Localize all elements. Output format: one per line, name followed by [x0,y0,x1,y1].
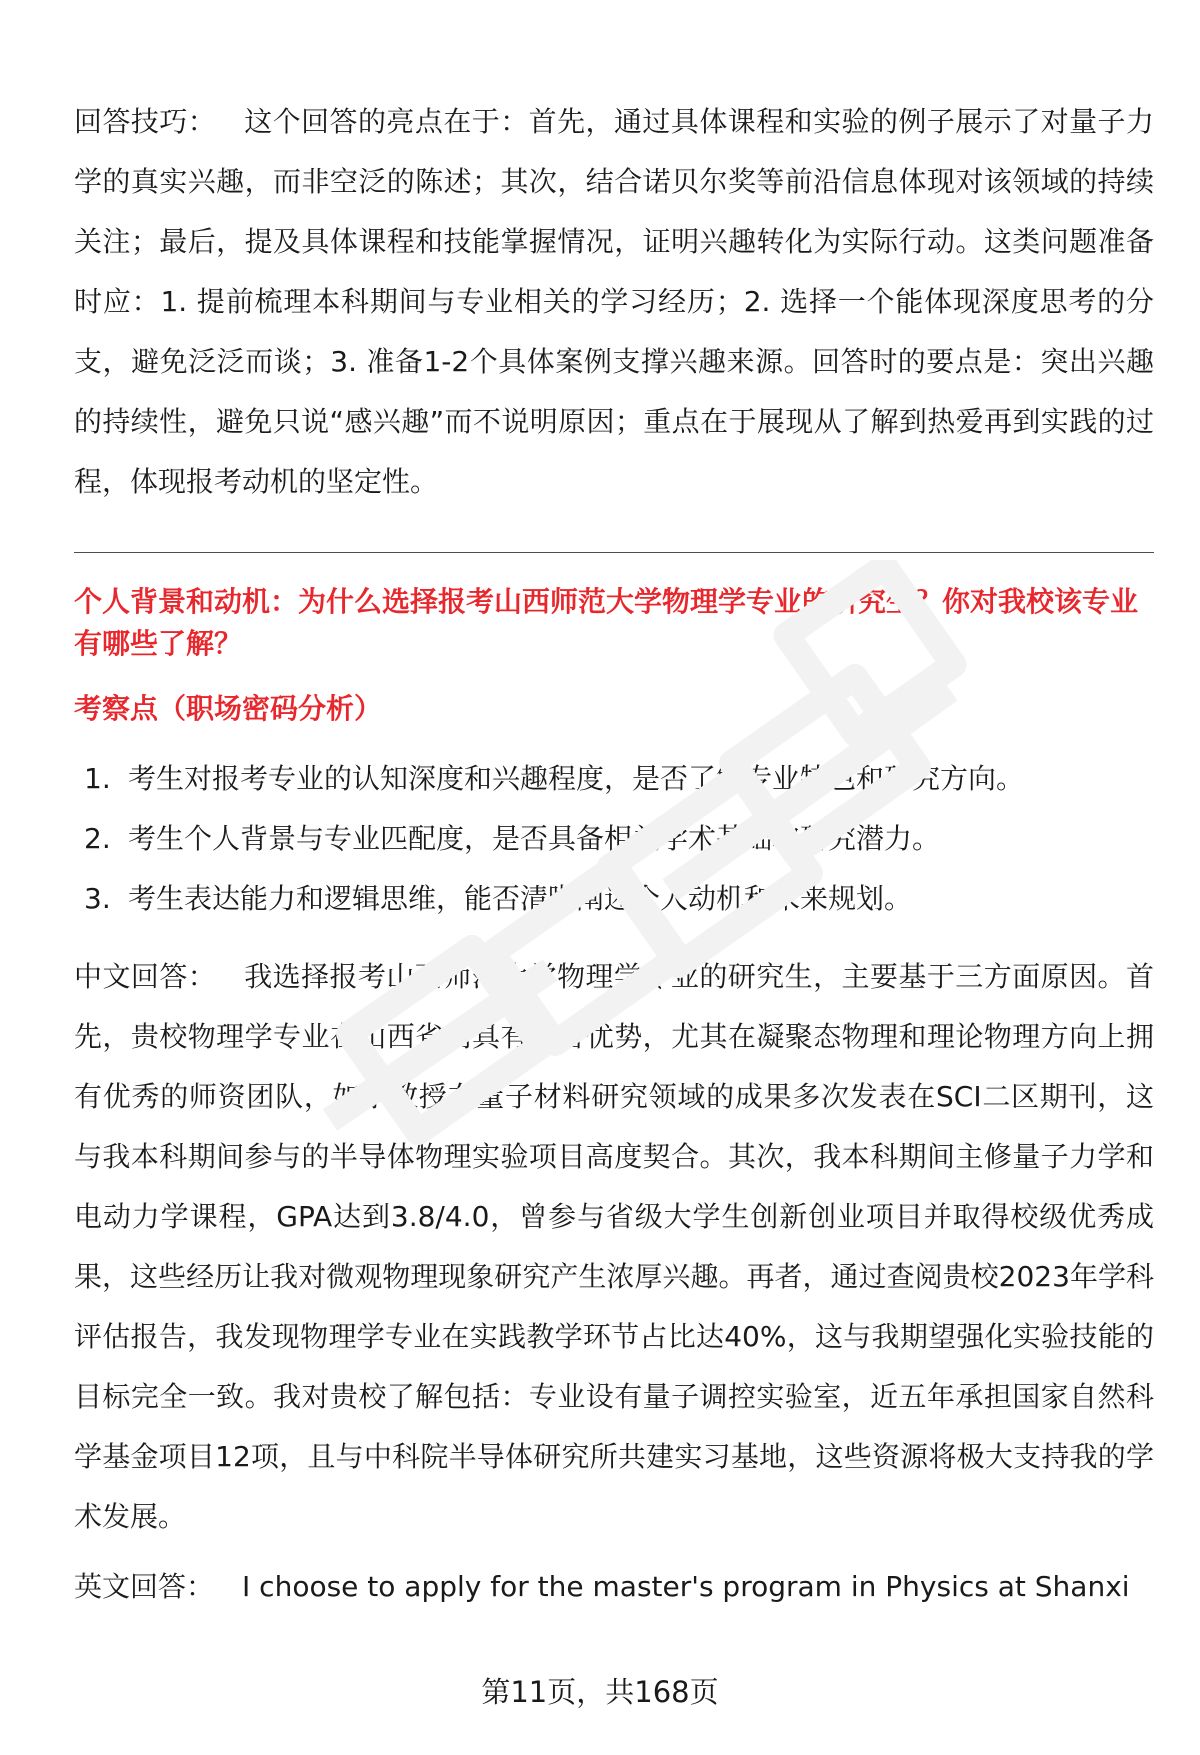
english-answer-paragraph [74,1557,1154,1617]
chinese-answer-paragraph [74,947,1154,1547]
list-item-text: 考生个人背景与专业匹配度，是否具备相关学术基础和研究潜力。 [128,822,941,855]
list-item-number: 1. [84,762,111,795]
chinese-answer-text: 我选择报考山西师范大学物理学专业的研究生，主要基于三方面原因。首先，贵校物理学专业在山西省内具有显著优势，尤其在凝聚态物理和理论物理方向上拥有优秀的师资团队，如李教授在量子材料研究领域的成果多次发表在SCI二区期刊，这与我本科期间参与的半导体物理实验项目高度契合。其次，我本科期间主修量子力学和电动力学课程，GPA达到3.8/4.0，曾参与省级大学生创新创业项目并取得校级优秀成果，这些经历让我对微观物理现象研究产生浓厚兴趣。再者，通过查阅贵校2023年学科评估报告，我发现物理学专业在实践教学环节占比达40%，这与我期望强化实验技能的目标完全一致。我对贵校了解包括：专业设有量子调控实验室，近五年承担国家自然科学基金项目12项，且与中科院半导体研究所共建实习基地，这些资源将极大支持我的学术发展。 [74,960,1154,1533]
chinese-answer-label: 中文回答： [74,960,217,993]
list-item-number: 3. [84,882,111,915]
list-item [84,749,1154,809]
list-item-text: 考生表达能力和逻辑思维，能否清晰阐述个人动机和未来规划。 [128,882,913,915]
assessment-list [74,749,1154,929]
english-answer-text: I choose to apply for the master's program in Physics at Shanxi [242,1570,1130,1603]
list-item-number: 2. [84,822,111,855]
english-answer-label: 英文回答： [74,1570,215,1603]
list-item [84,869,1154,929]
answer-tips-paragraph [74,92,1154,512]
question-heading: 个人背景和动机：为什么选择报考山西师范大学物理学专业的研究生？你对我校该专业有哪些了解？ [74,585,1139,660]
assessment-heading: 考察点（职场密码分析） [74,692,383,725]
page-number: 第11页，共168页 [481,1675,719,1709]
list-item [84,809,1154,869]
section-divider [74,552,1154,553]
answer-tips-label: 回答技巧： [74,105,217,138]
document-page [74,92,1154,1617]
list-item-text: 考生对报考专业的认知深度和兴趣程度，是否了解专业特色和研究方向。 [128,762,1025,795]
answer-tips-text: 这个回答的亮点在于：首先，通过具体课程和实验的例子展示了对量子力学的真实兴趣，而非空泛的陈述；其次，结合诺贝尔奖等前沿信息体现对该领域的持续关注；最后，提及具体课程和技能掌握情况，证明兴趣转化为实际行动。这类问题准备时应：1. 提前梳理本科期间与专业相关的学习经历；2. 选择一个能体现深度思考的分支，避免泛泛而谈；3. 准备1-2个具体案例支撑兴趣来源。回答时的要点是：突出兴趣的持续性，避免只说“感兴趣”而不说明原因；重点在于展现从了解到热爱再到实践的过程，体现报考动机的坚定性。 [74,105,1154,498]
